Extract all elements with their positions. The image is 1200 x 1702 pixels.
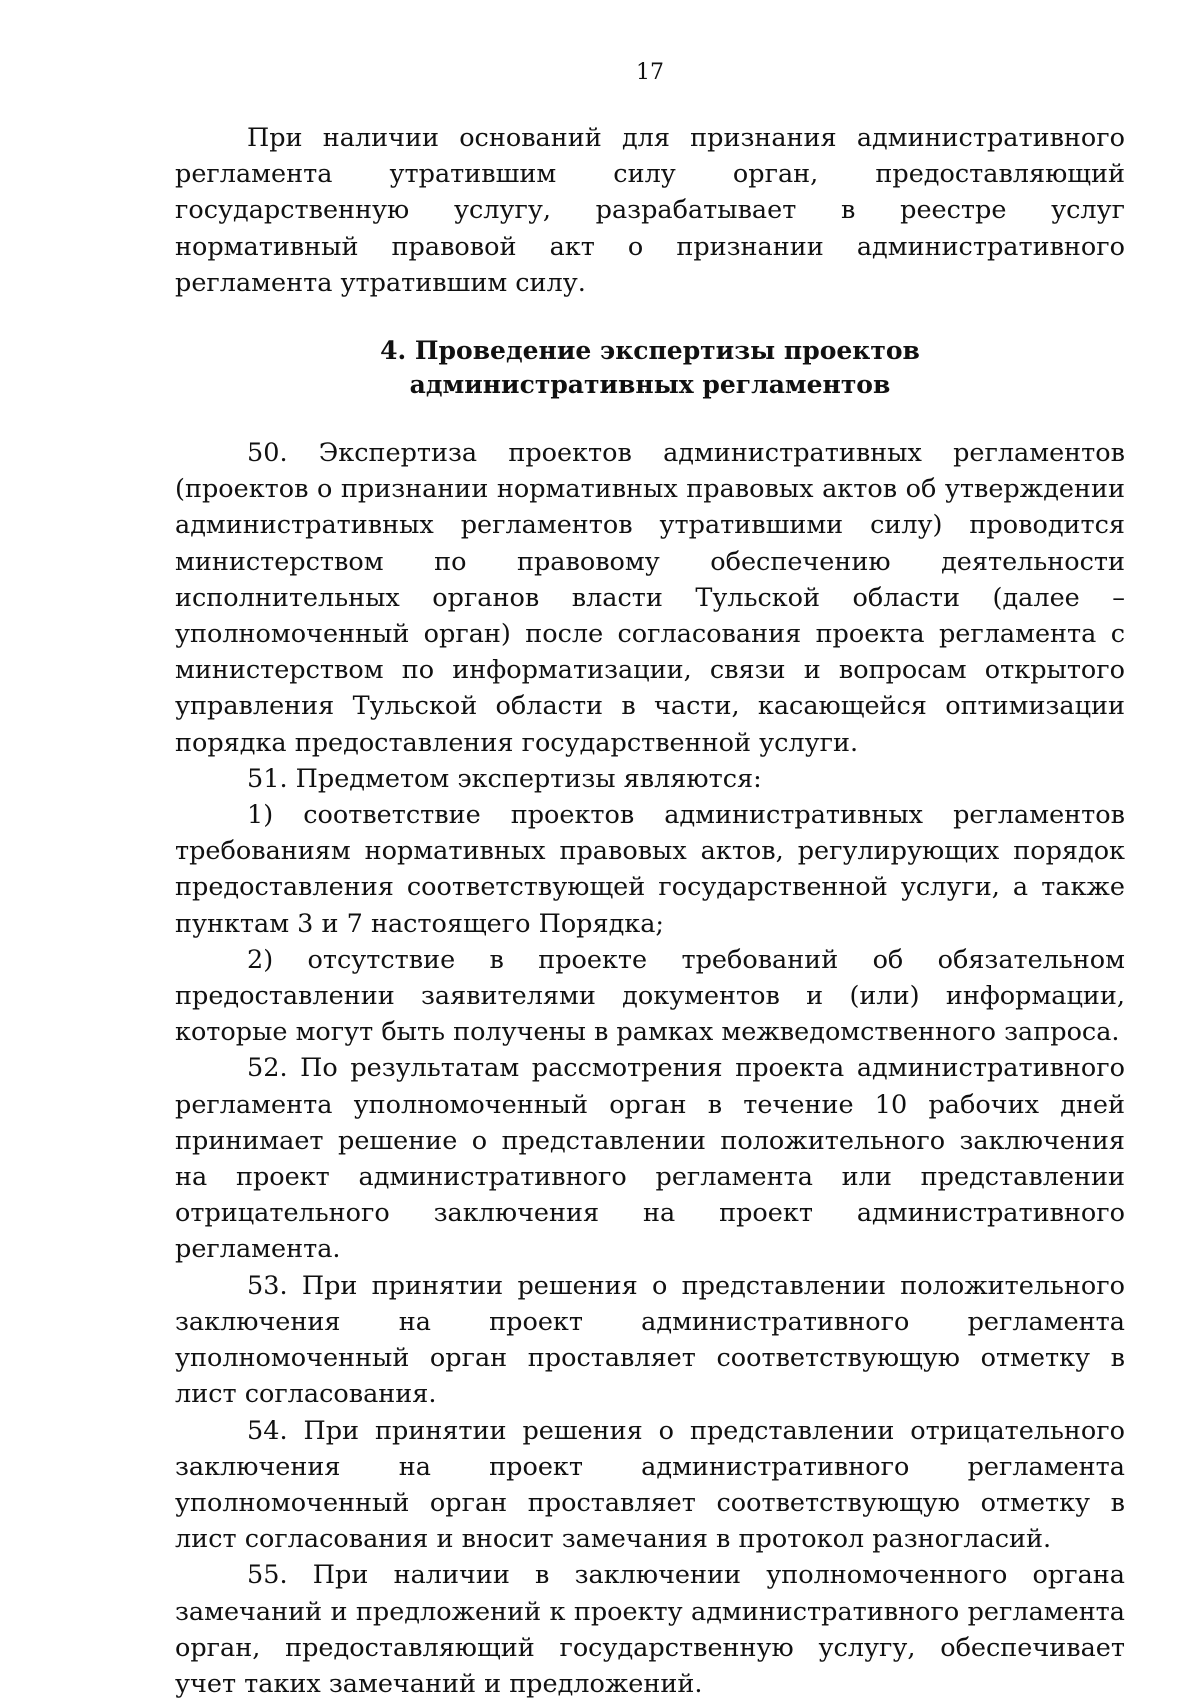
section-heading-line-2: административных регламентов: [409, 370, 891, 400]
paragraph-54: 54. При принятии решения о представлении отрицательного заключения на проект административного регламента уполномоченный орган проставляет соответствующую отметку в лист согласования и вносит замечания в протокол разногласий.: [175, 1415, 1125, 1555]
section-heading-line-1: 4. Проведение экспертизы проектов: [380, 336, 920, 366]
paragraph-52: 52. По результатам рассмотрения проекта административного регламента уполномоченный орган в течение 10 рабочих дней принимает решение о представлении положительного заключения на проект административного регламента или представлении отрицательного заключения на проект административного регламента.: [175, 1053, 1125, 1265]
section-heading: [175, 301, 1125, 435]
paragraph-51-item-2: 2) отсутствие в проекте требований об обязательном предоставлении заявителями документов и (или) информации, которые могут быть получены в рамках межведомственного запроса.: [175, 944, 1125, 1048]
intro-paragraph: При наличии оснований для признания административного регламента утратившим силу орган, предоставляющий государственную услугу, разрабатывает в реестре услуг нормативный правовой акт о признании административного регламента утратившим силу.: [175, 123, 1125, 298]
document-body: [175, 120, 1125, 1702]
paragraph-50: 50. Экспертиза проектов административных регламентов (проектов о признании нормативных правовых актов об утверждении административных регламентов утратившими силу) проводится министерством по правовому обеспечению деятельности исполнительных органов власти Тульской области (далее – уполномоченный орган) после согласования проекта регламента с министерством по информатизации, связи и вопросам открытого управления Тульской области в части, касающейся оптимизации порядка предоставления государственной услуги.: [175, 438, 1125, 758]
paragraph-53: 53. При принятии решения о представлении положительного заключения на проект административного регламента уполномоченный орган проставляет соответствующую отметку в лист согласования.: [175, 1270, 1125, 1410]
paragraph-51: 51. Предметом экспертизы являются:: [247, 763, 762, 794]
paragraph-51-item-1: 1) соответствие проектов административных регламентов требованиям нормативных правовых актов, регулирующих порядок предоставления соответствующей государственной услуги, а также пунктам 3 и 7 настоящего Порядка;: [175, 800, 1125, 939]
page-number: 17: [636, 60, 664, 85]
paragraph-55: 55. При наличии в заключении уполномоченного органа замечаний и предложений к проекту административного регламента орган, предоставляющий государственную услугу, обеспечивает учет таких замечаний и предложений.: [175, 1560, 1125, 1699]
